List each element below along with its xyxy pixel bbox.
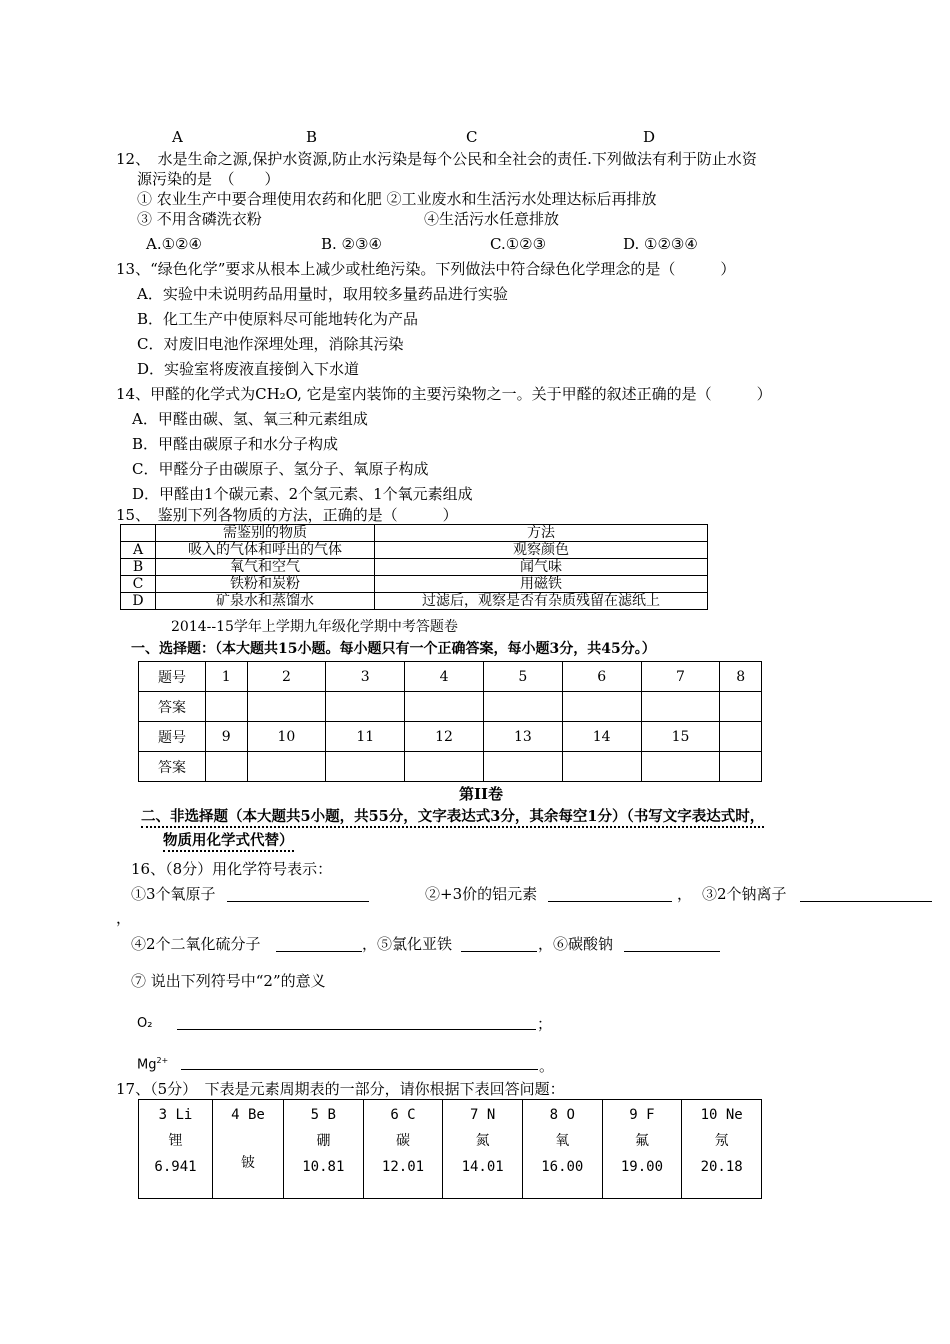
- answer-table: [138, 661, 762, 782]
- answer-blank[interactable]: [247, 692, 326, 722]
- answer-blank[interactable]: [562, 752, 641, 782]
- element-name: 氮: [475, 1133, 490, 1149]
- element-mass: 16.00: [541, 1159, 584, 1175]
- answer-cell: 14: [562, 722, 641, 752]
- answer-cell: 3: [326, 662, 405, 692]
- answer-blank[interactable]: [326, 692, 405, 722]
- element-name: 氧: [555, 1133, 570, 1149]
- element-mass: 14.01: [461, 1159, 504, 1175]
- answer-cell: 答案: [139, 692, 206, 722]
- table-row: [121, 593, 708, 610]
- element-symbol: 10 Ne: [700, 1107, 743, 1123]
- q16-blank7[interactable]: [177, 1029, 536, 1030]
- element-mass: 20.18: [700, 1159, 743, 1175]
- answer-blank[interactable]: [720, 692, 762, 722]
- answer-blank[interactable]: [720, 752, 762, 782]
- q13-choice-a: A．实验中未说明药品用量时，取用较多量药品进行实验: [137, 285, 508, 303]
- q15-header-method: 方法: [375, 525, 708, 542]
- q16-blank6[interactable]: [624, 951, 720, 952]
- answer-cell: 2: [247, 662, 326, 692]
- q14-choice-c: C．甲醛分子由碳原子、氢分子、氧原子构成: [132, 460, 429, 478]
- q16-sym2-end: 。: [539, 1057, 555, 1075]
- q16-blank3[interactable]: [800, 901, 932, 902]
- answer-cell: 12: [405, 722, 484, 752]
- q12-items-line1: ① 农业生产中要合理使用农药和化肥 ②工业废水和生活污水处理达标后再排放: [137, 190, 657, 208]
- q12-stem-line2: 源污染的是 （ ）: [137, 170, 280, 188]
- option-d: D: [643, 128, 656, 146]
- element-symbol: 8 O: [549, 1107, 575, 1123]
- q15-stem: 15、 鉴别下列各物质的方法，正确的是（ ）: [116, 506, 458, 524]
- table-row: [139, 662, 762, 692]
- element-mass: 10.81: [302, 1159, 345, 1175]
- element-name: 锂: [168, 1133, 183, 1149]
- q14-stem: 14、甲醛的化学式为CH₂O, 它是室内装饰的主要污染物之一。关于甲醛的叙述正确的是（ ）: [116, 385, 772, 403]
- answer-cell: 7: [641, 662, 720, 692]
- section2-heading-line1: [141, 810, 764, 825]
- answer-cell: 5: [483, 662, 562, 692]
- q15-table: [120, 524, 708, 610]
- q13-stem: 13、“绿色化学”要求从根本上减少或杜绝污染。下列做法中符合绿色化学理念的是（ ）: [116, 260, 736, 278]
- q16-part6: ，⑥碳酸钠: [538, 935, 614, 953]
- q15-header-substances: 需鉴别的物质: [156, 525, 375, 542]
- table-row: [121, 542, 708, 559]
- element-name: 硼: [316, 1133, 331, 1149]
- q14-choice-b: B．甲醛由碳原子和水分子构成: [132, 435, 339, 453]
- table-row: [139, 752, 762, 782]
- element-n: [443, 1100, 523, 1199]
- q16-blank4[interactable]: [276, 951, 362, 952]
- q15-row-method: 过滤后，观察是否有杂质残留在滤纸上: [375, 593, 708, 610]
- table-row: [139, 692, 762, 722]
- q12-stem-line1: 12、 水是生命之源,保护水资源,防止水污染是每个公民和全社会的责任.下列做法有利于防止水资: [116, 150, 757, 168]
- element-symbol: 5 B: [310, 1107, 336, 1123]
- periodic-table: [138, 1099, 762, 1199]
- q16-stem: 16、（8分）用化学符号表示：: [131, 860, 333, 878]
- q16-part7: ⑦ 说出下列符号中“2”的意义: [131, 972, 326, 990]
- q16-symbol-mg-base: Mg: [137, 1057, 157, 1073]
- q16-blank8[interactable]: [181, 1069, 538, 1070]
- answer-cell: 11: [326, 722, 405, 752]
- option-c: C: [466, 128, 478, 146]
- answer-blank[interactable]: [206, 692, 248, 722]
- table-row: [121, 525, 708, 542]
- answer-cell: 4: [405, 662, 484, 692]
- q15-row-substance: 吸入的气体和呼出的气体: [156, 542, 375, 559]
- q16-part2: ②+3价的铝元素: [425, 885, 538, 903]
- answer-blank[interactable]: [247, 752, 326, 782]
- q12-choice-d: D. ①②③④: [623, 235, 698, 253]
- section2-heading-line2: [163, 834, 294, 849]
- q15-row-label: B: [121, 559, 156, 576]
- answer-cell: 6: [562, 662, 641, 692]
- q16-sym1-end: ；: [537, 1015, 553, 1033]
- q14-choice-d: D．甲醛由1个碳元素、2个氢元素、1个氧元素组成: [132, 485, 473, 503]
- option-b: B: [306, 128, 318, 146]
- answer-cell: 15: [641, 722, 720, 752]
- element-symbol: 3 Li: [158, 1107, 193, 1123]
- element-be: [213, 1100, 284, 1199]
- answer-blank[interactable]: [483, 752, 562, 782]
- q12-choice-b: B. ②③④: [321, 235, 382, 253]
- element-mass: 12.01: [381, 1159, 425, 1175]
- q13-choice-b: B．化工生产中使原料尽可能地转化为产品: [137, 310, 419, 328]
- q16-part4: ④2个二氧化硫分子: [131, 935, 261, 953]
- q16-blank1[interactable]: [227, 901, 369, 902]
- q15-row-label: D: [121, 593, 156, 610]
- q16-part1: ①3个氧原子: [131, 885, 216, 903]
- q15-row-substance: 铁粉和炭粉: [156, 576, 375, 593]
- element-name: 氖: [714, 1133, 729, 1149]
- element-symbol: 4 Be: [231, 1107, 265, 1123]
- q17-stem: 17、（5分） 下表是元素周期表的一部分，请你根据下表回答问题：: [116, 1080, 565, 1098]
- element-li: [139, 1100, 213, 1199]
- element-name: 氟: [634, 1133, 649, 1149]
- element-c: [363, 1100, 443, 1199]
- q16-symbol-o2: O₂: [137, 1016, 153, 1031]
- answer-blank[interactable]: [326, 752, 405, 782]
- element-symbol: 7 N: [469, 1107, 496, 1123]
- answer-blank[interactable]: [562, 692, 641, 722]
- q16-blank2[interactable]: [548, 901, 672, 902]
- q15-row-label: C: [121, 576, 156, 593]
- answer-blank[interactable]: [641, 692, 720, 722]
- element-f: [602, 1100, 682, 1199]
- answer-blank[interactable]: [206, 752, 248, 782]
- q15-row-label: A: [121, 542, 156, 559]
- answer-cell: 题号: [139, 722, 206, 752]
- element-o: [522, 1100, 602, 1199]
- element-ne: [682, 1100, 762, 1199]
- element-mass: 19.00: [620, 1159, 664, 1175]
- q16-comma-b: ，: [116, 909, 132, 927]
- answer-cell: 13: [483, 722, 562, 752]
- table-row: [139, 1100, 762, 1199]
- section1-heading: 一、选择题：（本大题共15小题。每小题只有一个正确答案，每小题3分，共45分。）: [131, 641, 656, 657]
- q16-part3: ③2个钠离子: [702, 885, 787, 903]
- element-b: [284, 1100, 364, 1199]
- section2-heading-line2-text: 物质用化学式代替）: [163, 832, 294, 852]
- q15-row-method: 闻气味: [375, 559, 708, 576]
- q14-choice-a: A．甲醛由碳、氢、氧三种元素组成: [132, 410, 368, 428]
- table-row: [139, 722, 762, 752]
- answer-cell: 答案: [139, 752, 206, 782]
- q12-choice-a: A.①②④: [146, 235, 202, 253]
- q15-row-substance: 氧气和空气: [156, 559, 375, 576]
- answer-cell: 9: [206, 722, 248, 752]
- option-a: A: [172, 128, 183, 146]
- q16-symbol-mg-charge: 2+: [156, 1056, 169, 1065]
- q12-choice-c: C.①②③: [490, 235, 547, 253]
- table-row: [121, 576, 708, 593]
- answer-cell: [720, 722, 762, 752]
- section2-heading-line1-text: 二、非选择题（本大题共5小题，共55分，文字表达式3分，其余每空1分）（书写文字表达式时，: [141, 808, 764, 828]
- answer-cell: 10: [247, 722, 326, 752]
- volume2-title: 第II卷: [459, 785, 504, 803]
- answer-cell: 题号: [139, 662, 206, 692]
- element-name-be: 铍: [241, 1155, 255, 1171]
- element-symbol: 6 C: [390, 1107, 416, 1123]
- q12-item3: ③ 不用含磷洗衣粉: [137, 210, 262, 228]
- q16-blank5[interactable]: [461, 951, 537, 952]
- q15-row-method: 用磁铁: [375, 576, 708, 593]
- answer-blank[interactable]: [483, 692, 562, 722]
- q15-row-substance: 矿泉水和蒸馏水: [156, 593, 375, 610]
- element-symbol: 9 F: [629, 1107, 655, 1123]
- answer-blank[interactable]: [641, 752, 720, 782]
- answer-blank[interactable]: [405, 692, 484, 722]
- q12-item4: ④生活污水任意排放: [424, 210, 560, 228]
- element-mass: 6.941: [154, 1159, 197, 1175]
- q13-choice-c: C．对废旧电池作深埋处理，消除其污染: [137, 335, 404, 353]
- q16-comma-a: ，: [677, 885, 693, 903]
- answer-sheet-title: 2014--15学年上学期九年级化学期中考答题卷: [171, 619, 458, 635]
- q16-part5: ，⑤氯化亚铁: [362, 935, 453, 953]
- answer-blank[interactable]: [405, 752, 484, 782]
- q13-choice-d: D．实验室将废液直接倒入下水道: [137, 360, 360, 378]
- element-name: 碳: [395, 1133, 410, 1149]
- q16-symbol-mg: [137, 1057, 168, 1071]
- answer-cell: 1: [206, 662, 248, 692]
- q15-header-blank: [121, 525, 156, 542]
- table-row: [121, 559, 708, 576]
- q15-row-method: 观察颜色: [375, 542, 708, 559]
- answer-cell: 8: [720, 662, 762, 692]
